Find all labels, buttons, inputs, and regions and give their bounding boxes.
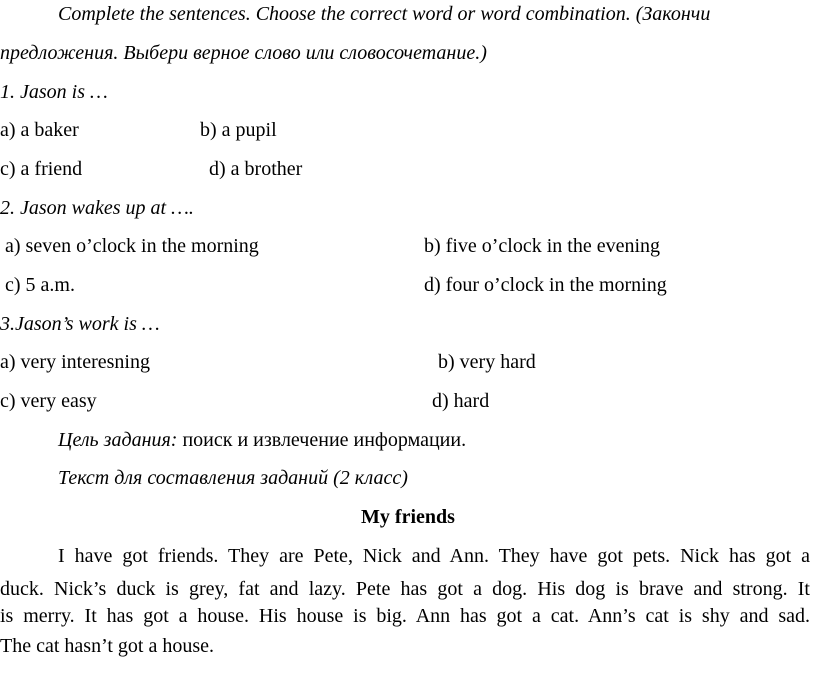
question-prompt: 2. Jason wakes up at …. — [0, 197, 194, 219]
question-prompt: 3.Jason’s work is … — [0, 313, 160, 335]
question-prompt: 1. Jason is … — [0, 81, 108, 103]
option-d: d) four o’clock in the morning — [424, 274, 667, 296]
option-a: a) very interesning — [0, 351, 150, 373]
option-b: b) a pupil — [200, 119, 277, 141]
option-a: a) a baker — [0, 119, 79, 141]
instructions-line-2: предложения. Выбери верное слово или словосочетание.) — [0, 42, 487, 64]
option-a: a) seven o’clock in the morning — [5, 235, 259, 257]
task-goal-text: поиск и извлечение информации. — [177, 429, 467, 451]
option-d: d) a brother — [209, 158, 303, 180]
option-d: d) hard — [432, 390, 490, 412]
option-b: b) five o’clock in the evening — [424, 235, 661, 257]
story-line-1: I have got friends. They are Pete, Nick and Ann. They have got pets. Nick has got a — [58, 545, 810, 567]
option-c: c) a friend — [0, 158, 83, 180]
story-line-4: The cat hasn’t got a house. — [0, 635, 215, 657]
story-title: My friends — [361, 506, 455, 528]
option-b: b) very hard — [438, 351, 536, 373]
story-line-3: is merry. It has got a house. His house is big. Ann has got a cat. Ann’s cat is shy and sad. — [0, 605, 810, 627]
task-goal — [58, 428, 466, 452]
story-line-2: duck. Nick’s duck is grey, fat and lazy. Pete has got a dog. His dog is brave and strong. It — [0, 578, 810, 600]
option-c: c) 5 a.m. — [5, 274, 75, 296]
task-goal-label: Цель задания: — [58, 429, 178, 451]
text-caption: Текст для составления заданий (2 класс) — [58, 467, 408, 489]
option-c: c) very easy — [0, 390, 97, 412]
instructions-line-1: Complete the sentences. Choose the correct word or word combination. (Закончи — [58, 3, 711, 25]
